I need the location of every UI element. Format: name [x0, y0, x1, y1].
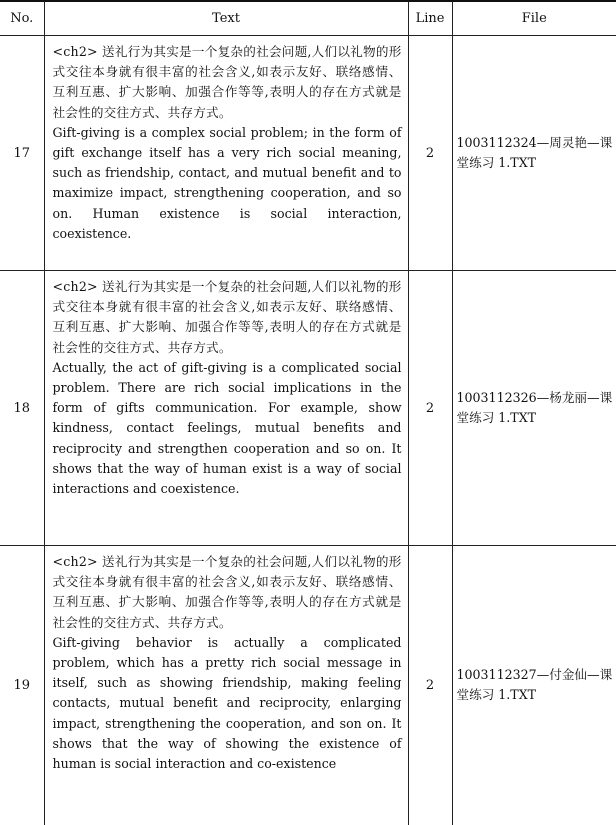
row-text	[44, 271, 408, 546]
header-file: File	[452, 1, 616, 36]
header-no: No.	[0, 1, 44, 36]
file-name: 1003112327—付金仙—课堂练习 1.TXT	[457, 665, 616, 705]
header-text: Text	[44, 1, 408, 36]
translation-text-en: Actually, the act of gift-giving is a complicated social problem. There are rich social implications in the form of gifts communication. For example, show kindness, contact feelings, mutual benefits and reciprocity and strengthen cooperation and so on. It shows that the way of human exist is a way of social interactions and coexistence.	[53, 360, 402, 496]
file-name: 1003112324—周灵艳—课堂练习 1.TXT	[457, 133, 616, 173]
source-text-zh: <ch2> 送礼行为其实是一个复杂的社会问题,人们以礼物的形式交往本身就有很丰富的社会含义,如表示友好、联络感情、互利互惠、扩大影响、加强合作等等,表明人的存在方式就是社会性的交往方式、共存方式。	[53, 277, 402, 358]
translation-text-en: Gift-giving is a complex social problem; in the form of gift exchange itself has a very rich social meaning, such as friendship, contact, and mutual benefit and to maximize impact, strengthening cooperation, and so on. Human existence is social interaction, coexistence.	[53, 125, 402, 241]
row-line: 2	[408, 36, 452, 271]
header-row	[0, 1, 616, 36]
header-line: Line	[408, 1, 452, 36]
row-file	[452, 271, 616, 546]
row-number: 17	[0, 36, 44, 271]
table-row	[0, 36, 616, 271]
row-file	[452, 36, 616, 271]
row-file	[452, 546, 616, 825]
row-text	[44, 36, 408, 271]
row-number: 18	[0, 271, 44, 546]
translation-text-en: Gift-giving behavior is actually a complicated problem, which has a pretty rich social message in itself, such as showing friendship, making feeling contacts, mutual benefit and reciprocity, enlarging impact, strengthening the cooperation, and son on. It shows that the way of showing the existence of human is social interaction and co-existence	[53, 635, 402, 771]
source-text-zh: <ch2> 送礼行为其实是一个复杂的社会问题,人们以礼物的形式交往本身就有很丰富的社会含义,如表示友好、联络感情、互利互惠、扩大影响、加强合作等等,表明人的存在方式就是社会性的交往方式、共存方式。	[53, 552, 402, 633]
table-row	[0, 546, 616, 825]
table-row	[0, 271, 616, 546]
source-text-zh: <ch2> 送礼行为其实是一个复杂的社会问题,人们以礼物的形式交往本身就有很丰富的社会含义,如表示友好、联络感情、互利互惠、扩大影响、加强合作等等,表明人的存在方式就是社会性的交往方式、共存方式。	[53, 42, 402, 123]
file-name: 1003112326—杨龙丽—课堂练习 1.TXT	[457, 388, 616, 428]
row-line: 2	[408, 546, 452, 825]
row-number: 19	[0, 546, 44, 825]
row-text	[44, 546, 408, 825]
row-line: 2	[408, 271, 452, 546]
